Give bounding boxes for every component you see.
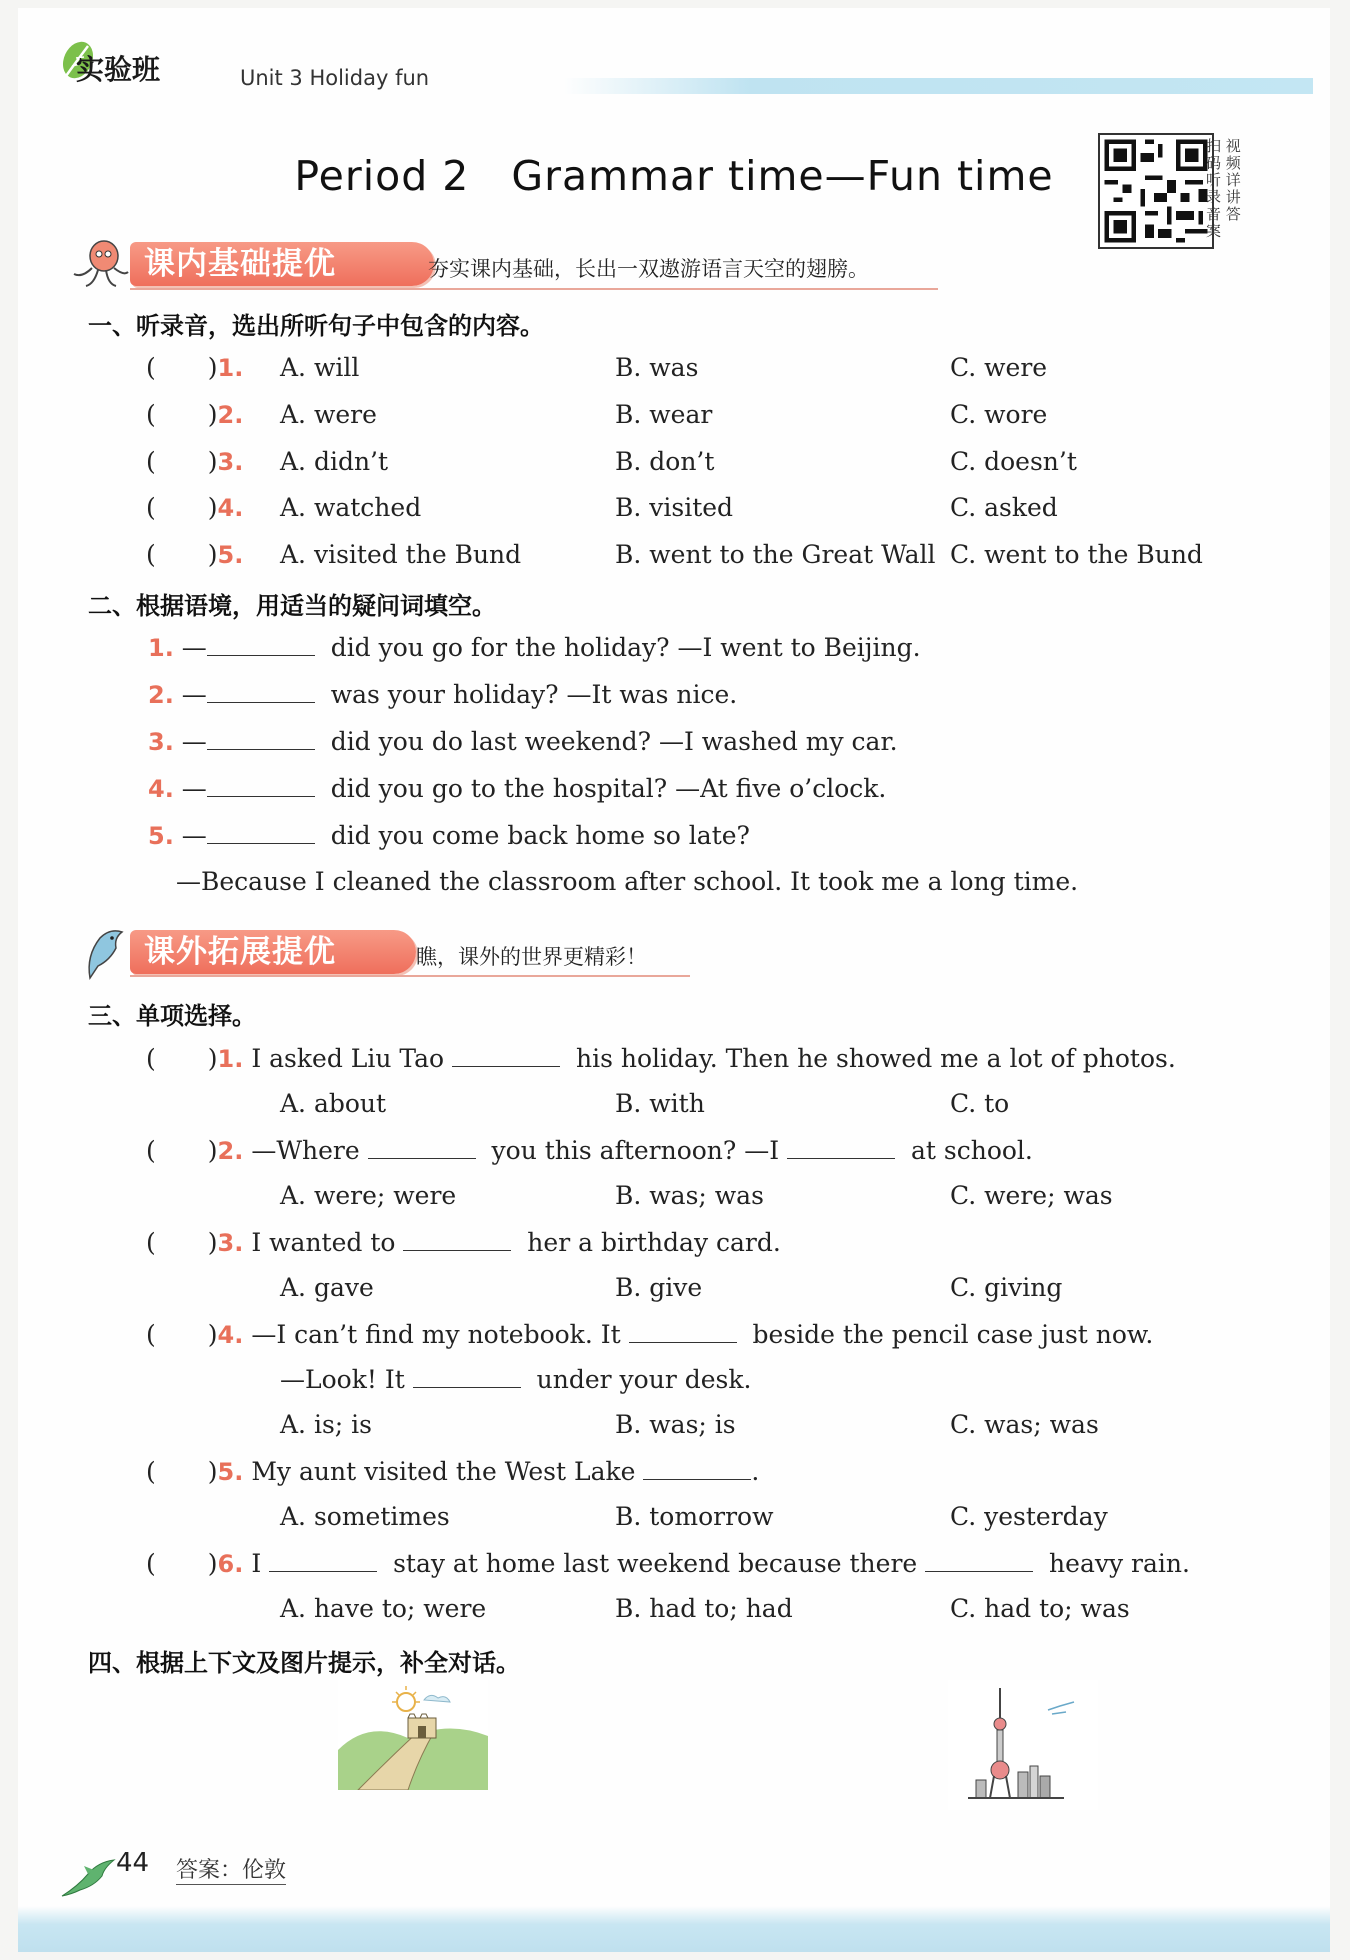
answer-line: —Look! It under your desk. — [280, 1365, 752, 1394]
footer-band — [18, 1906, 1330, 1952]
list-item: ( )5. My aunt visited the West Lake . — [146, 1457, 760, 1486]
answer-blank[interactable] — [403, 1228, 511, 1251]
shanghai-tower-picture — [948, 1680, 1098, 1810]
list-item: ( )2. — [146, 400, 244, 429]
unit-title: Unit 3 Holiday fun — [240, 66, 430, 90]
answer-blank[interactable] — [207, 727, 315, 750]
divider — [130, 288, 938, 290]
option-a[interactable]: A. sometimes — [280, 1502, 450, 1531]
part1-heading: 一、听录音，选出所听句子中包含的内容。 — [88, 312, 544, 340]
option-a[interactable]: A. will — [280, 353, 360, 382]
page-number: 44 — [116, 1848, 150, 1878]
option-c[interactable]: C. yesterday — [950, 1502, 1108, 1531]
answer-blank[interactable] — [207, 821, 315, 844]
answer-blank[interactable] — [269, 1549, 377, 1572]
option-c[interactable]: C. asked — [950, 493, 1058, 522]
option-a[interactable]: A. watched — [280, 493, 422, 522]
option-b[interactable]: B. with — [615, 1089, 705, 1118]
list-item: ( )1. I asked Liu Tao his holiday. Then he showed me a lot of photos. — [146, 1044, 1176, 1073]
option-c[interactable]: C. was; was — [950, 1410, 1099, 1439]
list-item: 4. — did you go to the hospital? —At five o’clock. — [148, 774, 887, 803]
part2-heading: 二、根据语境，用适当的疑问词填空。 — [88, 592, 496, 620]
option-b[interactable]: B. give — [615, 1273, 703, 1302]
option-c[interactable]: C. were — [950, 353, 1048, 382]
option-c[interactable]: C. had to; was — [950, 1594, 1130, 1623]
answer-blank[interactable] — [207, 774, 315, 797]
dolphin-mascot-icon — [80, 926, 128, 982]
list-item: 3. — did you do last weekend? —I washed my car. — [148, 727, 898, 756]
list-item: ( )4. —I can’t find my notebook. It beside the pencil case just now. — [146, 1320, 1154, 1349]
list-item: ( )5. — [146, 540, 244, 569]
option-a[interactable]: A. about — [280, 1089, 387, 1118]
list-item: ( )2. —Where you this afternoon? —I at school. — [146, 1136, 1033, 1165]
option-b[interactable]: B. was — [615, 353, 699, 382]
brand-name: 实验班 — [76, 53, 161, 86]
option-b[interactable]: B. wear — [615, 400, 713, 429]
section-tagline-basic: 夯实课内基础，长出一双遨游语言天空的翅膀。 — [428, 257, 869, 281]
answer-key: 答案：伦敦 — [176, 1853, 286, 1885]
option-b[interactable]: B. went to the Great Wall — [615, 540, 936, 569]
option-a[interactable]: A. is; is — [280, 1410, 372, 1439]
option-b[interactable]: B. was; was — [615, 1181, 764, 1210]
section-tagline-extended: 瞧，课外的世界更精彩！ — [416, 945, 647, 969]
answer-blank[interactable] — [452, 1044, 560, 1067]
header-band — [563, 78, 1313, 94]
answer-blank[interactable] — [413, 1365, 521, 1388]
squid-mascot-icon — [70, 238, 130, 290]
option-c[interactable]: C. to — [950, 1089, 1010, 1118]
part4-heading: 四、根据上下文及图片提示，补全对话。 — [88, 1649, 520, 1677]
dolphin-footer-icon — [58, 1856, 118, 1900]
answer-line: —Because I cleaned the classroom after school. It took me a long time. — [176, 867, 1079, 896]
option-a[interactable]: A. gave — [280, 1273, 374, 1302]
list-item: 2. — was your holiday? —It was nice. — [148, 680, 738, 709]
option-a[interactable]: A. have to; were — [280, 1594, 487, 1623]
list-item: ( )1. — [146, 353, 244, 382]
option-c[interactable]: C. were; was — [950, 1181, 1113, 1210]
option-a[interactable]: A. were — [280, 400, 377, 429]
list-item: 1. — did you go for the holiday? —I went to Beijing. — [148, 633, 921, 662]
answer-blank[interactable] — [207, 680, 315, 703]
page-title: Period 2 Grammar time—Fun time — [294, 152, 1054, 200]
answer-blank[interactable] — [787, 1136, 895, 1159]
option-c[interactable]: C. giving — [950, 1273, 1063, 1302]
answer-blank[interactable] — [925, 1549, 1033, 1572]
answer-blank[interactable] — [629, 1320, 737, 1343]
list-item: ( )3. I wanted to her a birthday card. — [146, 1228, 781, 1257]
option-b[interactable]: B. had to; had — [615, 1594, 793, 1623]
section-banner-extended: 课外拓展提优 — [130, 930, 416, 974]
option-c[interactable]: C. wore — [950, 400, 1048, 429]
option-a[interactable]: A. visited the Bund — [280, 540, 522, 569]
workbook-page — [18, 8, 1330, 1952]
option-b[interactable]: B. was; is — [615, 1410, 736, 1439]
answer-blank[interactable] — [643, 1457, 751, 1480]
list-item: ( )4. — [146, 493, 244, 522]
part3-heading: 三、单项选择。 — [88, 1002, 256, 1030]
option-a[interactable]: A. didn’t — [280, 447, 389, 476]
option-c[interactable]: C. went to the Bund — [950, 540, 1203, 569]
list-item: 5. — did you come back home so late? — [148, 821, 750, 850]
list-item: ( )3. — [146, 447, 244, 476]
option-b[interactable]: B. tomorrow — [615, 1502, 774, 1531]
option-c[interactable]: C. doesn’t — [950, 447, 1077, 476]
option-b[interactable]: B. visited — [615, 493, 734, 522]
answer-blank[interactable] — [368, 1136, 476, 1159]
great-wall-picture — [338, 1680, 488, 1790]
qr-code-icon[interactable] — [1098, 133, 1214, 249]
qr-caption: 扫 视 码 频 听 详 录 讲 音 答 案 — [1206, 137, 1241, 240]
list-item: ( )6. I stay at home last weekend because there heavy rain. — [146, 1549, 1190, 1578]
answer-blank[interactable] — [207, 633, 315, 656]
option-a[interactable]: A. were; were — [280, 1181, 457, 1210]
divider — [130, 975, 690, 977]
option-b[interactable]: B. don’t — [615, 447, 715, 476]
section-banner-basic: 课内基础提优 — [130, 242, 434, 286]
